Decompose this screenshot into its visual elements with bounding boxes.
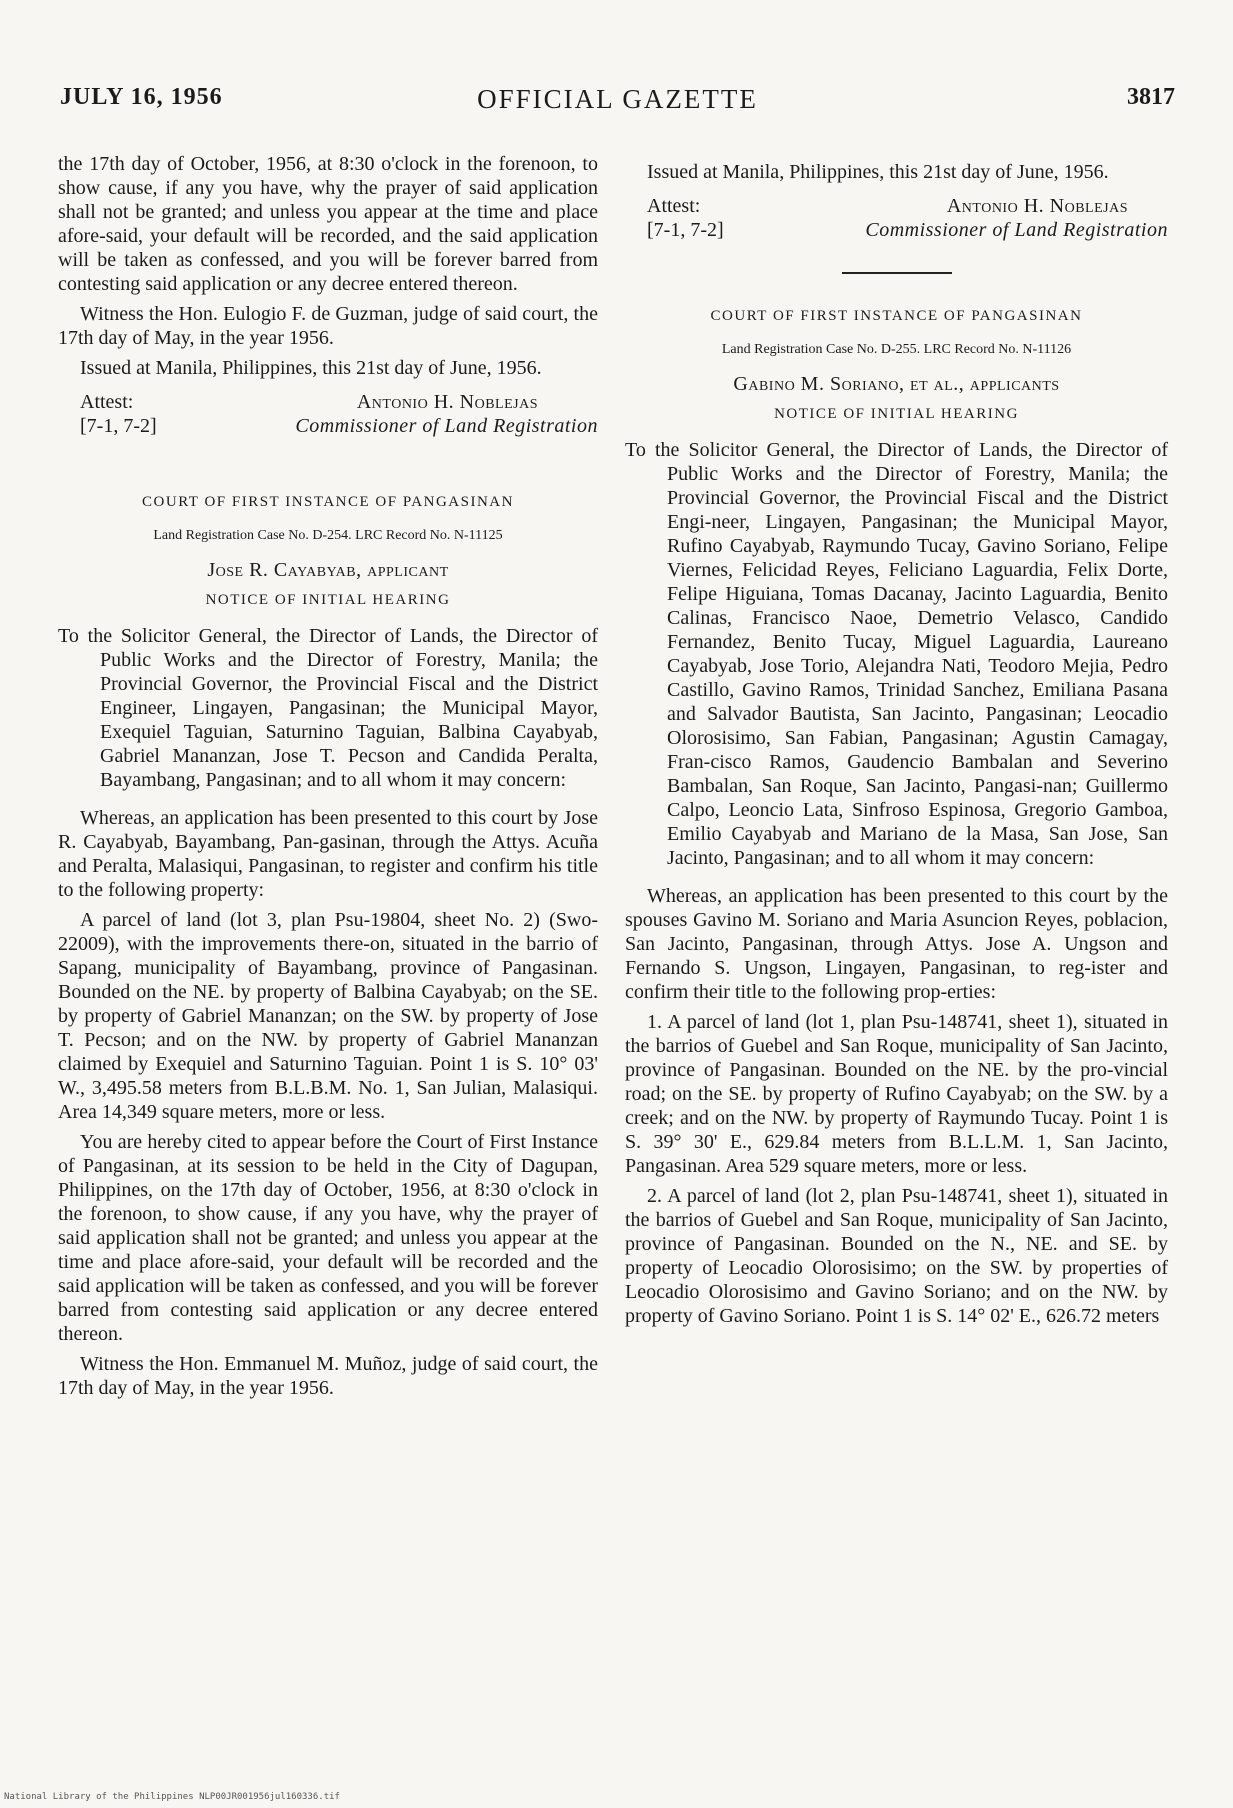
- registration-line: [58, 414, 598, 438]
- attest-line: [625, 194, 1168, 218]
- parcel-1-paragraph: 1. A parcel of land (lot 1, plan Psu-148741, sheet 1), situated in the barrios of Guebel and San Roque, municipality of San Jacinto, province of Pangasinan. Bounded on the NE. by the pro-vincial road; on the SE. by property of Rufino Cayabyab; on the SW. by a creek; and on the NW. by property of Raymundo Tucay. Point 1 is S. 39° 30' E., 629.84 meters from B.L.L.M. 1, San Jacinto, Pangasinan. Area 529 square meters, more or less.: [625, 1011, 1168, 1177]
- court-heading: COURT OF FIRST INSTANCE OF PANGASINAN: [142, 494, 514, 510]
- commissioner-title: Commissioner of Land Registration: [295, 415, 598, 437]
- page-number: 3817: [1127, 84, 1175, 110]
- notice-heading: NOTICE OF INITIAL HEARING: [205, 592, 451, 608]
- left-column: [58, 152, 598, 1406]
- registration-code: [7-1, 7-2]: [80, 415, 157, 437]
- attest-line: [58, 390, 598, 414]
- right-column: [625, 160, 1168, 1334]
- whereas-paragraph: Whereas, an application has been presented to this court by Jose R. Cayabyab, Bayambang, Pan-gasinan, through the Attys. Acuña and Peralta, Malasiqui, Pangasinan, to register and confirm his title to the following property:: [58, 807, 598, 901]
- whereas-paragraph: Whereas, an application has been presented to this court by the spouses Gavino M. Soriano and Maria Asuncion Reyes, poblacion, San Jacinto, Pangasinan, through Attys. Jose A. Ungson and Fernando S. Ungson, Lingayen, Pangasinan, to reg-ister and confirm their title to the following prop-erties:: [625, 885, 1168, 1003]
- attest-name: Antonio H. Noblejas: [356, 391, 538, 413]
- applicant-line: Gabino M. Soriano, et al., applicants: [733, 373, 1060, 395]
- issued-paragraph: Issued at Manila, Philippines, this 21st day of June, 1956.: [80, 357, 542, 379]
- issued-paragraph: Issued at Manila, Philippines, this 21st day of June, 1956.: [647, 161, 1109, 183]
- parcel-paragraph: A parcel of land (lot 3, plan Psu-19804, sheet No. 2) (Swo-22009), with the improvements there-on, situated in the barrio of Sapang, municipality of Bayambang, province of Pangasinan. Bounded on the NE. by property of Balbina Cayabyab; on the SE. by property of Gabriel Mananzan; on the SW. by property of Jose T. Pecson; and on the NW. by property of Gabriel Mananzan claimed by Exequiel and Saturnino Taguian. Point 1 is S. 10° 03' W., 3,495.58 meters from B.L.B.M. No. 1, San Julian, Malasiqui. Area 14,349 square meters, more or less.: [58, 909, 598, 1123]
- addressee-paragraph: To the Solicitor General, the Director of Lands, the Director of Public Works and the Director of Forestry, Manila; the Provincial Governor, the Provincial Fiscal and the District Engineer, Lingayen, Pangasinan; the Municipal Mayor, Exequiel Taguian, Saturnino Taguian, Balbina Cayabyab, Gabriel Mananzan, Jose T. Pecson and Candida Peralta, Bayambang, Pangasinan; and to all whom it may concern:: [58, 625, 598, 791]
- court-heading: COURT OF FIRST INSTANCE OF PANGASINAN: [710, 308, 1083, 324]
- case-line: Land Registration Case No. D-254. LRC Record No. N-11125: [153, 528, 503, 543]
- attest-name: Antonio H. Noblejas: [946, 195, 1128, 217]
- case-line: Land Registration Case No. D-255. LRC Record No. N-11126: [721, 342, 1072, 357]
- registration-line: [625, 218, 1168, 242]
- section-divider: [842, 272, 952, 274]
- commissioner-title: Commissioner of Land Registration: [865, 219, 1168, 241]
- attest-label: Attest:: [647, 195, 701, 217]
- scan-footer: National Library of the Philippines NLP00JR001956jul160336.tif: [4, 1792, 340, 1802]
- applicant-line: Jose R. Cayabyab, applicant: [207, 559, 449, 581]
- page-header: [60, 84, 1175, 124]
- registration-code: [7-1, 7-2]: [647, 219, 724, 241]
- parcel-2-paragraph: 2. A parcel of land (lot 2, plan Psu-148741, sheet 1), situated in the barrios of Guebel and San Roque, municipality of San Jacinto, province of Pangasinan. Bounded on the N., NE. and SE. by property of Leocadio Olorosisimo; on the SW. by properties of Leocadio Olorosisimo and Gavino Soriano; and on the NW. by property of Gavino Soriano. Point 1 is S. 14° 02' E., 626.72 meters: [625, 1185, 1168, 1327]
- notice-heading: NOTICE OF INITIAL HEARING: [774, 406, 1019, 422]
- citation-paragraph: You are hereby cited to appear before the Court of First Instance of Pangasinan, at its session to be held in the City of Dagupan, Philippines, on the 17th day of October, 1956, at 8:30 o'clock in the forenoon, to show cause, if any you have, why the prayer of said application shall not be granted; and unless you appear at the time and place afore-said, your default will be recorded and the said application will be taken as confessed, and you will be forever barred from contesting said application or any decree entered thereon.: [58, 1131, 598, 1345]
- attest-label: Attest:: [80, 391, 134, 413]
- header-date: JULY 16, 1956: [60, 84, 223, 110]
- witness-paragraph: Witness the Hon. Eulogio F. de Guzman, judge of said court, the 17th day of May, in the year 1956.: [58, 303, 598, 349]
- witness-paragraph-2: Witness the Hon. Emmanuel M. Muñoz, judge of said court, the 17th day of May, in the year 1956.: [58, 1353, 598, 1399]
- addressee-paragraph: To the Solicitor General, the Director of Lands, the Director of Public Works and the Director of Forestry, Manila; the Provincial Governor, the Provincial Fiscal and the District Engi-neer, Lingayen, Pangasinan; the Municipal Mayor, Rufino Cayabyab, Raymundo Tucay, Gavino Soriano, Felipe Viernes, Felicidad Reyes, Feliciano Laguardia, Felix Dorte, Felipe Higuiana, Tomas Dacanay, Jacinto Laguardia, Benito Calinas, Francisco Naoe, Demetrio Velasco, Candido Fernandez, Benito Tucay, Miguel Laguardia, Laureano Cayabyab, Jose Torio, Alejandra Nati, Teodoro Mejia, Pedro Castillo, Gavino Ramos, Trinidad Sanchez, Emiliana Pasana and Salvador Bautista, San Jacinto, Pangasinan; Leocadio Olorosisimo, San Fabian, Pangasinan; Agustin Camagay, Fran-cisco Ramos, Gaudencio Bambalan and Severino Bambalan, San Roque, San Jacinto, Pangasi-nan; Guillermo Calpo, Leoncio Lata, Sinfroso Espinosa, Gregorio Gamboa, Emilio Cayabyab and Mariano de la Masa, San Jose, San Jacinto, Pangasinan; and to all whom it may concern:: [625, 439, 1168, 869]
- header-title: OFFICIAL GAZETTE: [477, 84, 758, 114]
- continued-paragraph: the 17th day of October, 1956, at 8:30 o'clock in the forenoon, to show cause, if any you have, why the prayer of said application shall not be granted; and unless you appear at the time and place afore-said, your default will be recorded, and the said application will be taken as confessed, and you will be forever barred from contesting said application or any decree entered thereon.: [58, 153, 598, 295]
